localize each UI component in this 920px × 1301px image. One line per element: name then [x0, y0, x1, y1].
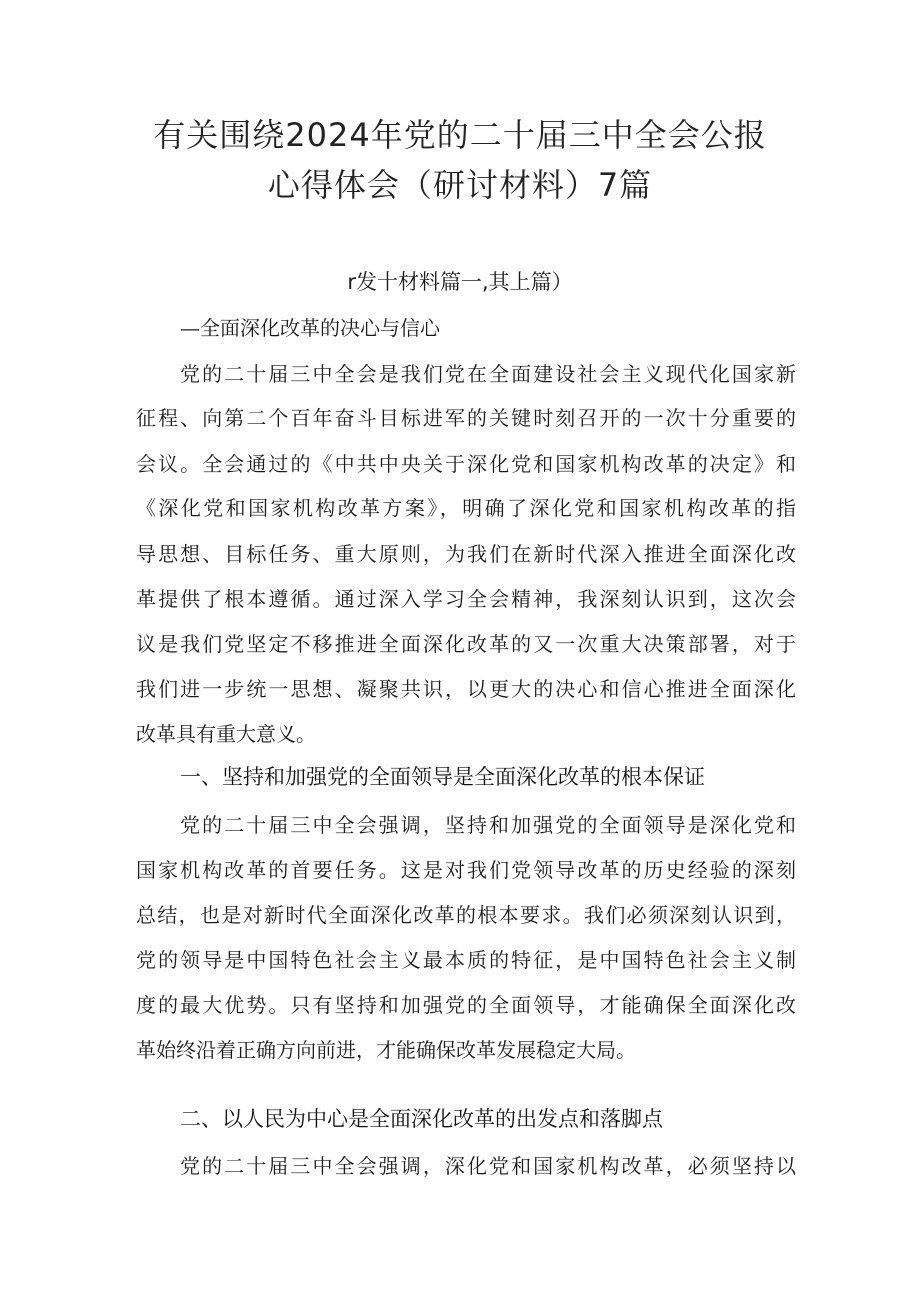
paragraph-line: 党的二十届三中全会是我们党在全面建设社会主义现代化国家新 — [180, 362, 796, 386]
paragraph-line: 会议。全会通过的《中共中央关于深化党和国家机构改革的决定》和 — [136, 452, 796, 476]
paragraph-line: 度的最大优势。只有坚持和加强党的全面领导，才能确保全面深化改 — [136, 993, 796, 1017]
paragraph-line: 导思想、目标任务、重大原则，为我们在新时代深入推进全面深化改 — [136, 542, 796, 566]
paragraph-line: 议是我们党坚定不移推进全面深化改革的又一次重大决策部署，对于 — [136, 632, 796, 656]
section-heading-2: 二、以人民为中心是全面深化改革的出发点和落脚点 — [180, 1107, 663, 1131]
section-subtitle: r发十材料篇一,其上篇） — [347, 270, 573, 294]
document-title-line-1: 有关围绕2024年党的二十届三中全会公报 — [153, 116, 767, 154]
paragraph-line: 我们进一步统一思想、凝聚共识，以更大的决心和信心推进全面深化 — [136, 677, 796, 701]
paragraph-line: 征程、向第二个百年奋斗目标进军的关键时刻召开的一次十分重要的 — [136, 406, 796, 430]
section-heading-1: 一、坚持和加强党的全面领导是全面深化改革的根本保证 — [180, 765, 705, 789]
document-title-line-2: 心得体会（研讨材料）7篇 — [267, 166, 653, 204]
paragraph-line: 改革具有重大意义。 — [136, 722, 316, 746]
paragraph-line: 革提供了根本遵循。通过深入学习全会精神，我深刻认识到，这次会 — [136, 587, 796, 611]
paragraph-line: 革始终沿着正确方向前进，才能确保改革发展稳定大局。 — [136, 1038, 636, 1062]
paragraph-line: 总结，也是对新时代全面深化改革的根本要求。我们必须深刻认识到， — [136, 903, 796, 927]
paragraph-line: 党的二十届三中全会强调，坚持和加强党的全面领导是深化党和 — [180, 813, 796, 837]
intro-topic: —全面深化改革的决心与信心 — [180, 316, 440, 340]
paragraph-line: 党的领导是中国特色社会主义最本质的特征，是中国特色社会主义制 — [136, 948, 796, 972]
paragraph-line: 《深化党和国家机构改革方案》，明确了深化党和国家机构改革的指 — [136, 496, 796, 520]
paragraph-line: 党的二十届三中全会强调，深化党和国家机构改革，必须坚持以 — [180, 1154, 796, 1178]
paragraph-line: 国家机构改革的首要任务。这是对我们党领导改革的历史经验的深刻 — [136, 858, 796, 882]
